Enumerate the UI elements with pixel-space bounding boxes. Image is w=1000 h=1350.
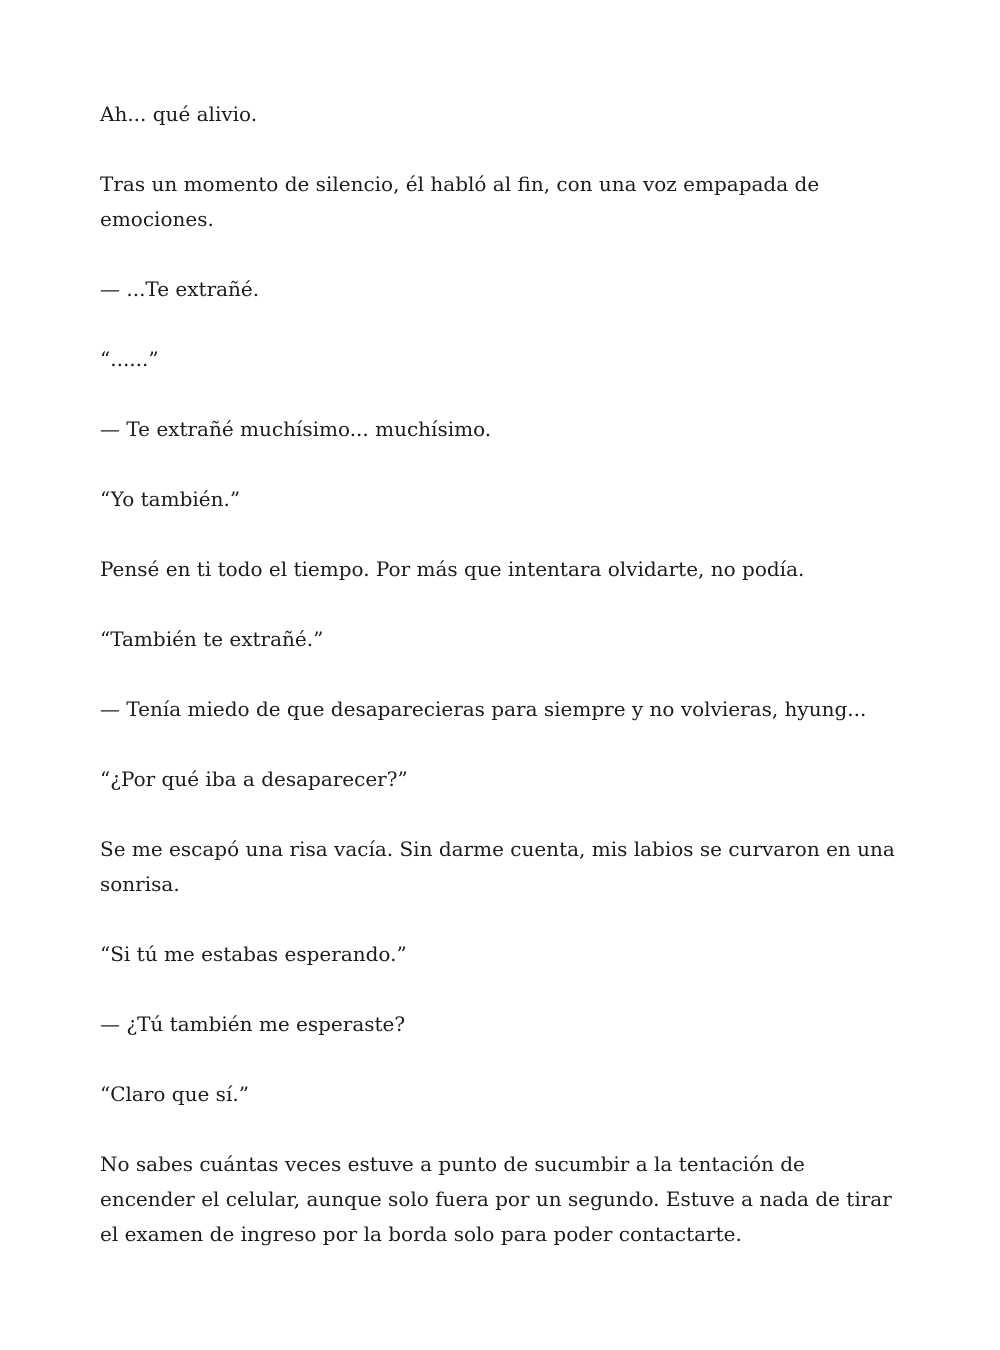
- paragraph: Ah... qué alivio.: [100, 102, 258, 126]
- paragraph: “También te extrañé.”: [100, 627, 324, 651]
- paragraph: — ¿Tú también me esperaste?: [100, 1012, 406, 1036]
- paragraph: “Claro que sí.”: [100, 1082, 249, 1106]
- paragraph: Se me escapó una risa vacía. Sin darme cuenta, mis labios se curvaron en una sonrisa.: [100, 837, 895, 896]
- paragraph: Pensé en ti todo el tiempo. Por más que intentara olvidarte, no podía.: [100, 557, 805, 581]
- paragraph: No sabes cuántas veces estuve a punto de sucumbir a la tentación de encender el celular, aunque solo fuera por un segundo. Estuve a nada de tirar el examen de ingreso por la borda solo para poder contactarte.: [100, 1152, 892, 1246]
- paragraph: — Tenía miedo de que desaparecieras para siempre y no volvieras, hyung...: [100, 697, 867, 721]
- paragraph: “¿Por qué iba a desaparecer?”: [100, 767, 408, 791]
- paragraph: “......”: [100, 347, 159, 371]
- paragraph: “Si tú me estabas esperando.”: [100, 942, 407, 966]
- paragraph: — ...Te extrañé.: [100, 277, 260, 301]
- paragraph: “Yo también.”: [100, 487, 241, 511]
- document-body: [100, 97, 900, 1252]
- paragraph: Tras un momento de silencio, él habló al fin, con una voz empapada de emociones.: [100, 172, 820, 231]
- paragraph: — Te extrañé muchísimo... muchísimo.: [100, 417, 492, 441]
